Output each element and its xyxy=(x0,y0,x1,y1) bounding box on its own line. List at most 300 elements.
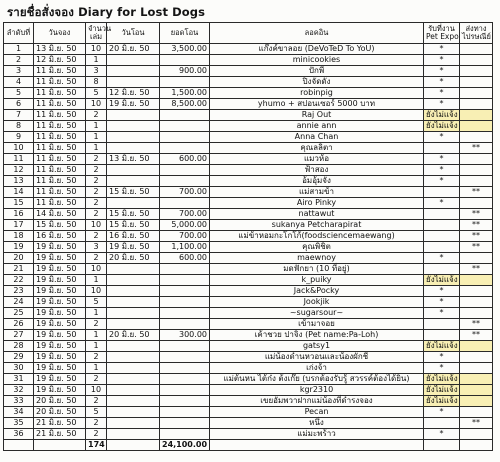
row-qty: 1 xyxy=(86,330,107,341)
row-name: kgr2310 xyxy=(210,385,424,396)
row-ship xyxy=(460,198,493,209)
row-pickup: * xyxy=(424,132,460,143)
row-paydate xyxy=(107,319,160,330)
row-no: 8 xyxy=(4,121,34,132)
row-date: 19 มิ.ย. 50 xyxy=(34,352,86,363)
table-row xyxy=(4,319,493,330)
row-name: ฟ้าสอง xyxy=(210,165,424,176)
row-paydate xyxy=(107,176,160,187)
total-ship xyxy=(460,440,493,451)
row-no: 27 xyxy=(4,330,34,341)
row-name: มดฟักยา (10 ที่อยู่) xyxy=(210,264,424,275)
row-no: 4 xyxy=(4,77,34,88)
row-qty: 5 xyxy=(86,407,107,418)
row-ship: ** xyxy=(460,220,493,231)
row-no: 6 xyxy=(4,99,34,110)
row-qty: 8 xyxy=(86,77,107,88)
table-row xyxy=(4,264,493,275)
row-no: 14 xyxy=(4,187,34,198)
row-amount: 8,500.00 xyxy=(160,99,210,110)
row-paydate xyxy=(107,66,160,77)
row-date: 11 มิ.ย. 50 xyxy=(34,88,86,99)
row-date: 19 มิ.ย. 50 xyxy=(34,363,86,374)
row-amount xyxy=(160,363,210,374)
row-qty: 2 xyxy=(86,429,107,440)
row-ship: ** xyxy=(460,418,493,429)
row-name: yhumo + สปอนเซอร์ 5000 บาท xyxy=(210,99,424,110)
row-pickup: * xyxy=(424,308,460,319)
table-row xyxy=(4,352,493,363)
row-no: 13 xyxy=(4,176,34,187)
row-ship: ** xyxy=(460,330,493,341)
row-no: 12 xyxy=(4,165,34,176)
row-pickup xyxy=(424,209,460,220)
row-pickup: ยังไม่แจ้ง xyxy=(424,121,460,132)
row-pickup xyxy=(424,264,460,275)
row-qty: 1 xyxy=(86,55,107,66)
table-row xyxy=(4,341,493,352)
row-amount: 700.00 xyxy=(160,231,210,242)
row-date: 11 มิ.ย. 50 xyxy=(34,66,86,77)
row-ship xyxy=(460,363,493,374)
row-paydate xyxy=(107,429,160,440)
row-qty: 2 xyxy=(86,396,107,407)
header-paydate: วันโอน xyxy=(107,23,160,44)
row-name: แม่สามข้า xyxy=(210,187,424,198)
table-row xyxy=(4,275,493,286)
row-paydate xyxy=(107,121,160,132)
row-date: 11 มิ.ย. 50 xyxy=(34,99,86,110)
row-amount: 5,000.00 xyxy=(160,220,210,231)
row-ship: ** xyxy=(460,209,493,220)
row-paydate xyxy=(107,297,160,308)
row-paydate xyxy=(107,341,160,352)
row-pickup: ยังไม่แจ้ง xyxy=(424,374,460,385)
table-row xyxy=(4,253,493,264)
table-row xyxy=(4,220,493,231)
row-qty: 10 xyxy=(86,286,107,297)
row-pickup xyxy=(424,187,460,198)
row-date: 11 มิ.ย. 50 xyxy=(34,165,86,176)
row-ship xyxy=(460,99,493,110)
row-name: คุณพิชิต xyxy=(210,242,424,253)
row-paydate: 19 มิ.ย. 50 xyxy=(107,99,160,110)
row-amount xyxy=(160,143,210,154)
row-paydate xyxy=(107,286,160,297)
row-qty: 2 xyxy=(86,253,107,264)
row-qty: 2 xyxy=(86,165,107,176)
row-amount xyxy=(160,286,210,297)
row-pickup: ยังไม่แจ้ง xyxy=(424,341,460,352)
row-date: 11 มิ.ย. 50 xyxy=(34,110,86,121)
row-ship xyxy=(460,66,493,77)
row-no: 32 xyxy=(4,385,34,396)
row-qty: 2 xyxy=(86,110,107,121)
row-paydate xyxy=(107,275,160,286)
row-qty: 2 xyxy=(86,319,107,330)
row-name: หนึ่ง xyxy=(210,418,424,429)
row-date: 19 มิ.ย. 50 xyxy=(34,253,86,264)
row-paydate: 15 มิ.ย. 50 xyxy=(107,220,160,231)
row-amount xyxy=(160,176,210,187)
row-no: 26 xyxy=(4,319,34,330)
row-date: 11 มิ.ย. 50 xyxy=(34,154,86,165)
row-date: 11 มิ.ย. 50 xyxy=(34,121,86,132)
row-name: minicookies xyxy=(210,55,424,66)
table-row xyxy=(4,198,493,209)
row-amount xyxy=(160,341,210,352)
total-qty: 174 xyxy=(86,440,107,451)
row-name: robinpig xyxy=(210,88,424,99)
row-qty: 10 xyxy=(86,44,107,55)
row-pickup: * xyxy=(424,44,460,55)
row-no: 10 xyxy=(4,143,34,154)
row-amount xyxy=(160,352,210,363)
row-paydate: 16 มิ.ย. 50 xyxy=(107,231,160,242)
row-amount xyxy=(160,55,210,66)
row-date: 21 มิ.ย. 50 xyxy=(34,418,86,429)
total-no xyxy=(4,440,34,451)
row-paydate xyxy=(107,165,160,176)
row-date: 19 มิ.ย. 50 xyxy=(34,242,86,253)
table-row xyxy=(4,407,493,418)
row-paydate xyxy=(107,418,160,429)
row-pickup: * xyxy=(424,77,460,88)
row-ship xyxy=(460,308,493,319)
row-paydate: 20 มิ.ย. 50 xyxy=(107,44,160,55)
row-paydate: 20 มิ.ย. 50 xyxy=(107,253,160,264)
row-paydate xyxy=(107,308,160,319)
total-name xyxy=(210,440,424,451)
row-ship xyxy=(460,396,493,407)
table-row xyxy=(4,286,493,297)
row-pickup xyxy=(424,220,460,231)
row-paydate xyxy=(107,407,160,418)
row-ship xyxy=(460,121,493,132)
table-row xyxy=(4,242,493,253)
table-row xyxy=(4,55,493,66)
row-paydate xyxy=(107,363,160,374)
row-date: 19 มิ.ย. 50 xyxy=(34,264,86,275)
row-pickup: * xyxy=(424,253,460,264)
row-pickup: ยังไม่แจ้ง xyxy=(424,385,460,396)
row-ship xyxy=(460,374,493,385)
row-amount: 600.00 xyxy=(160,154,210,165)
row-qty: 2 xyxy=(86,198,107,209)
table-row xyxy=(4,308,493,319)
row-name: sukanya Petcharapirat xyxy=(210,220,424,231)
row-amount: 1,100.00 xyxy=(160,242,210,253)
row-paydate xyxy=(107,77,160,88)
row-date: 20 มิ.ย. 50 xyxy=(34,407,86,418)
header-pickup xyxy=(424,23,460,44)
row-paydate xyxy=(107,396,160,407)
table-row xyxy=(4,396,493,407)
row-name: Airo Pinky xyxy=(210,198,424,209)
row-amount xyxy=(160,165,210,176)
row-date: 11 มิ.ย. 50 xyxy=(34,176,86,187)
row-name: แมวห้อ xyxy=(210,154,424,165)
row-no: 24 xyxy=(4,297,34,308)
row-paydate: 20 มิ.ย. 50 xyxy=(107,330,160,341)
row-ship xyxy=(460,429,493,440)
row-name: maewnoy xyxy=(210,253,424,264)
row-ship: ** xyxy=(460,242,493,253)
row-paydate xyxy=(107,264,160,275)
row-name: ~sugarsour~ xyxy=(210,308,424,319)
row-date: 19 มิ.ย. 50 xyxy=(34,286,86,297)
row-pickup: * xyxy=(424,55,460,66)
row-pickup xyxy=(424,242,460,253)
row-amount xyxy=(160,429,210,440)
row-paydate xyxy=(107,385,160,396)
header-pickup-line1: รับที่งาน xyxy=(428,24,455,33)
row-pickup: ยังไม่แจ้ง xyxy=(424,275,460,286)
row-name: แม่น้องดำนหวอนและน้องผักชี xyxy=(210,352,424,363)
row-date: 11 มิ.ย. 50 xyxy=(34,143,86,154)
row-date: 19 มิ.ย. 50 xyxy=(34,374,86,385)
row-no: 30 xyxy=(4,363,34,374)
table-row xyxy=(4,176,493,187)
row-qty: 2 xyxy=(86,209,107,220)
table-row xyxy=(4,66,493,77)
row-amount xyxy=(160,319,210,330)
row-amount xyxy=(160,264,210,275)
total-row xyxy=(4,440,493,451)
row-no: 3 xyxy=(4,66,34,77)
row-qty: 1 xyxy=(86,308,107,319)
row-date: 19 มิ.ย. 50 xyxy=(34,297,86,308)
row-ship xyxy=(460,275,493,286)
row-amount xyxy=(160,374,210,385)
row-name: แม่ข้าหอมกะโกโก้(foodsciencemaewang) xyxy=(210,231,424,242)
row-paydate: 19 มิ.ย. 50 xyxy=(107,242,160,253)
table-body xyxy=(4,44,493,451)
row-ship: ** xyxy=(460,264,493,275)
row-paydate xyxy=(107,374,160,385)
row-paydate xyxy=(107,110,160,121)
row-no: 19 xyxy=(4,242,34,253)
row-date: 14 มิ.ย. 50 xyxy=(34,209,86,220)
row-amount xyxy=(160,418,210,429)
table-row xyxy=(4,209,493,220)
row-name: k_puiky xyxy=(210,275,424,286)
row-no: 15 xyxy=(4,198,34,209)
total-date xyxy=(34,440,86,451)
row-paydate xyxy=(107,143,160,154)
row-amount xyxy=(160,121,210,132)
row-qty: 10 xyxy=(86,264,107,275)
row-pickup: * xyxy=(424,363,460,374)
row-ship xyxy=(460,165,493,176)
row-name: ปักพี xyxy=(210,66,424,77)
header-date: วันจอง xyxy=(34,23,86,44)
row-date: 11 มิ.ย. 50 xyxy=(34,198,86,209)
row-paydate xyxy=(107,55,160,66)
row-name: เขยอัมพวาฝากแม่น้องที่ดำรงจอง xyxy=(210,396,424,407)
row-amount xyxy=(160,77,210,88)
header-ship-line2: ไปรษณีย์ xyxy=(462,32,491,41)
row-name: nattawut xyxy=(210,209,424,220)
row-name: Jookjik xyxy=(210,297,424,308)
row-qty: 1 xyxy=(86,143,107,154)
row-date: 19 มิ.ย. 50 xyxy=(34,319,86,330)
row-ship: ** xyxy=(460,319,493,330)
row-amount xyxy=(160,275,210,286)
row-pickup xyxy=(424,330,460,341)
row-ship xyxy=(460,77,493,88)
total-paydate xyxy=(107,440,160,451)
row-amount: 300.00 xyxy=(160,330,210,341)
row-qty: 3 xyxy=(86,242,107,253)
row-pickup: * xyxy=(424,99,460,110)
row-qty: 2 xyxy=(86,154,107,165)
row-paydate xyxy=(107,198,160,209)
row-ship xyxy=(460,297,493,308)
header-ship xyxy=(460,23,493,44)
row-date: 21 มิ.ย. 50 xyxy=(34,429,86,440)
row-name: เค้าชวย ปาจิง (Pet name:Pa-Loh) xyxy=(210,330,424,341)
row-amount xyxy=(160,198,210,209)
table-row xyxy=(4,363,493,374)
row-qty: 1 xyxy=(86,363,107,374)
row-no: 1 xyxy=(4,44,34,55)
row-date: 15 มิ.ย. 50 xyxy=(34,220,86,231)
row-no: 21 xyxy=(4,264,34,275)
row-amount xyxy=(160,385,210,396)
row-qty: 2 xyxy=(86,176,107,187)
row-name: เก่งจ้า xyxy=(210,363,424,374)
table-row xyxy=(4,297,493,308)
table-row xyxy=(4,44,493,55)
row-ship xyxy=(460,55,493,66)
row-amount: 700.00 xyxy=(160,187,210,198)
row-qty: 2 xyxy=(86,231,107,242)
row-ship xyxy=(460,88,493,99)
row-name: แก๊งค์ขาลอย (DeVoTeD To YoU) xyxy=(210,44,424,55)
table-row xyxy=(4,429,493,440)
row-pickup: * xyxy=(424,407,460,418)
total-amount: 24,100.00 xyxy=(160,440,210,451)
row-pickup: ยังไม่แจ้ง xyxy=(424,110,460,121)
row-amount: 700.00 xyxy=(160,209,210,220)
row-name: Jack&Pocky xyxy=(210,286,424,297)
row-ship xyxy=(460,110,493,121)
row-name: คุณลลิตา xyxy=(210,143,424,154)
row-paydate: 15 มิ.ย. 50 xyxy=(107,187,160,198)
row-date: 19 มิ.ย. 50 xyxy=(34,330,86,341)
row-qty: 1 xyxy=(86,341,107,352)
row-qty: 10 xyxy=(86,385,107,396)
row-ship xyxy=(460,176,493,187)
row-name: ปิงจัดดัง xyxy=(210,77,424,88)
row-date: 12 มิ.ย. 50 xyxy=(34,55,86,66)
row-qty: 2 xyxy=(86,187,107,198)
row-qty: 2 xyxy=(86,352,107,363)
row-ship: ** xyxy=(460,187,493,198)
row-name: Anna Chan xyxy=(210,132,424,143)
table-row xyxy=(4,330,493,341)
row-qty: 10 xyxy=(86,99,107,110)
table-row xyxy=(4,132,493,143)
row-name: Pecan xyxy=(210,407,424,418)
header-qty-line1: จำนวน xyxy=(88,24,112,33)
row-pickup xyxy=(424,319,460,330)
row-amount xyxy=(160,110,210,121)
row-no: 11 xyxy=(4,154,34,165)
row-amount xyxy=(160,297,210,308)
row-ship xyxy=(460,407,493,418)
table-row xyxy=(4,231,493,242)
row-no: 18 xyxy=(4,231,34,242)
row-paydate: 13 มิ.ย. 50 xyxy=(107,154,160,165)
row-pickup: * xyxy=(424,66,460,77)
row-date: 19 มิ.ย. 50 xyxy=(34,385,86,396)
table-row xyxy=(4,165,493,176)
row-pickup: * xyxy=(424,88,460,99)
row-ship xyxy=(460,253,493,264)
row-qty: 1 xyxy=(86,132,107,143)
row-date: 16 มิ.ย. 50 xyxy=(34,231,86,242)
row-ship xyxy=(460,154,493,165)
row-qty: 5 xyxy=(86,88,107,99)
header-qty-line2: เล่ม xyxy=(89,32,103,41)
row-ship: ** xyxy=(460,231,493,242)
table-row xyxy=(4,187,493,198)
row-no: 31 xyxy=(4,374,34,385)
row-amount xyxy=(160,407,210,418)
row-pickup: * xyxy=(424,154,460,165)
row-no: 20 xyxy=(4,253,34,264)
row-no: 22 xyxy=(4,275,34,286)
row-no: 17 xyxy=(4,220,34,231)
row-pickup: * xyxy=(424,165,460,176)
row-ship xyxy=(460,286,493,297)
row-pickup: * xyxy=(424,352,460,363)
header-amount: ยอดโอน xyxy=(160,23,210,44)
row-qty: 5 xyxy=(86,297,107,308)
row-no: 35 xyxy=(4,418,34,429)
table-row xyxy=(4,385,493,396)
row-date: 19 มิ.ย. 50 xyxy=(34,275,86,286)
table-row xyxy=(4,121,493,132)
row-qty: 2 xyxy=(86,374,107,385)
row-ship xyxy=(460,385,493,396)
table-row xyxy=(4,143,493,154)
row-paydate: 15 มิ.ย. 50 xyxy=(107,209,160,220)
row-no: 23 xyxy=(4,286,34,297)
row-pickup xyxy=(424,231,460,242)
row-amount: 900.00 xyxy=(160,66,210,77)
row-amount xyxy=(160,132,210,143)
row-pickup xyxy=(424,418,460,429)
table-row xyxy=(4,77,493,88)
row-pickup: * xyxy=(424,198,460,209)
orders-table xyxy=(3,22,493,451)
row-ship xyxy=(460,132,493,143)
row-name: gatsy1 xyxy=(210,341,424,352)
row-amount: 600.00 xyxy=(160,253,210,264)
total-pickup xyxy=(424,440,460,451)
row-no: 28 xyxy=(4,341,34,352)
header-ship-line1: ส่งทาง xyxy=(465,24,487,33)
row-no: 5 xyxy=(4,88,34,99)
row-name: annie ann xyxy=(210,121,424,132)
row-name: Raj Out xyxy=(210,110,424,121)
header-qty xyxy=(86,23,112,44)
row-pickup: * xyxy=(424,297,460,308)
table-row xyxy=(4,154,493,165)
